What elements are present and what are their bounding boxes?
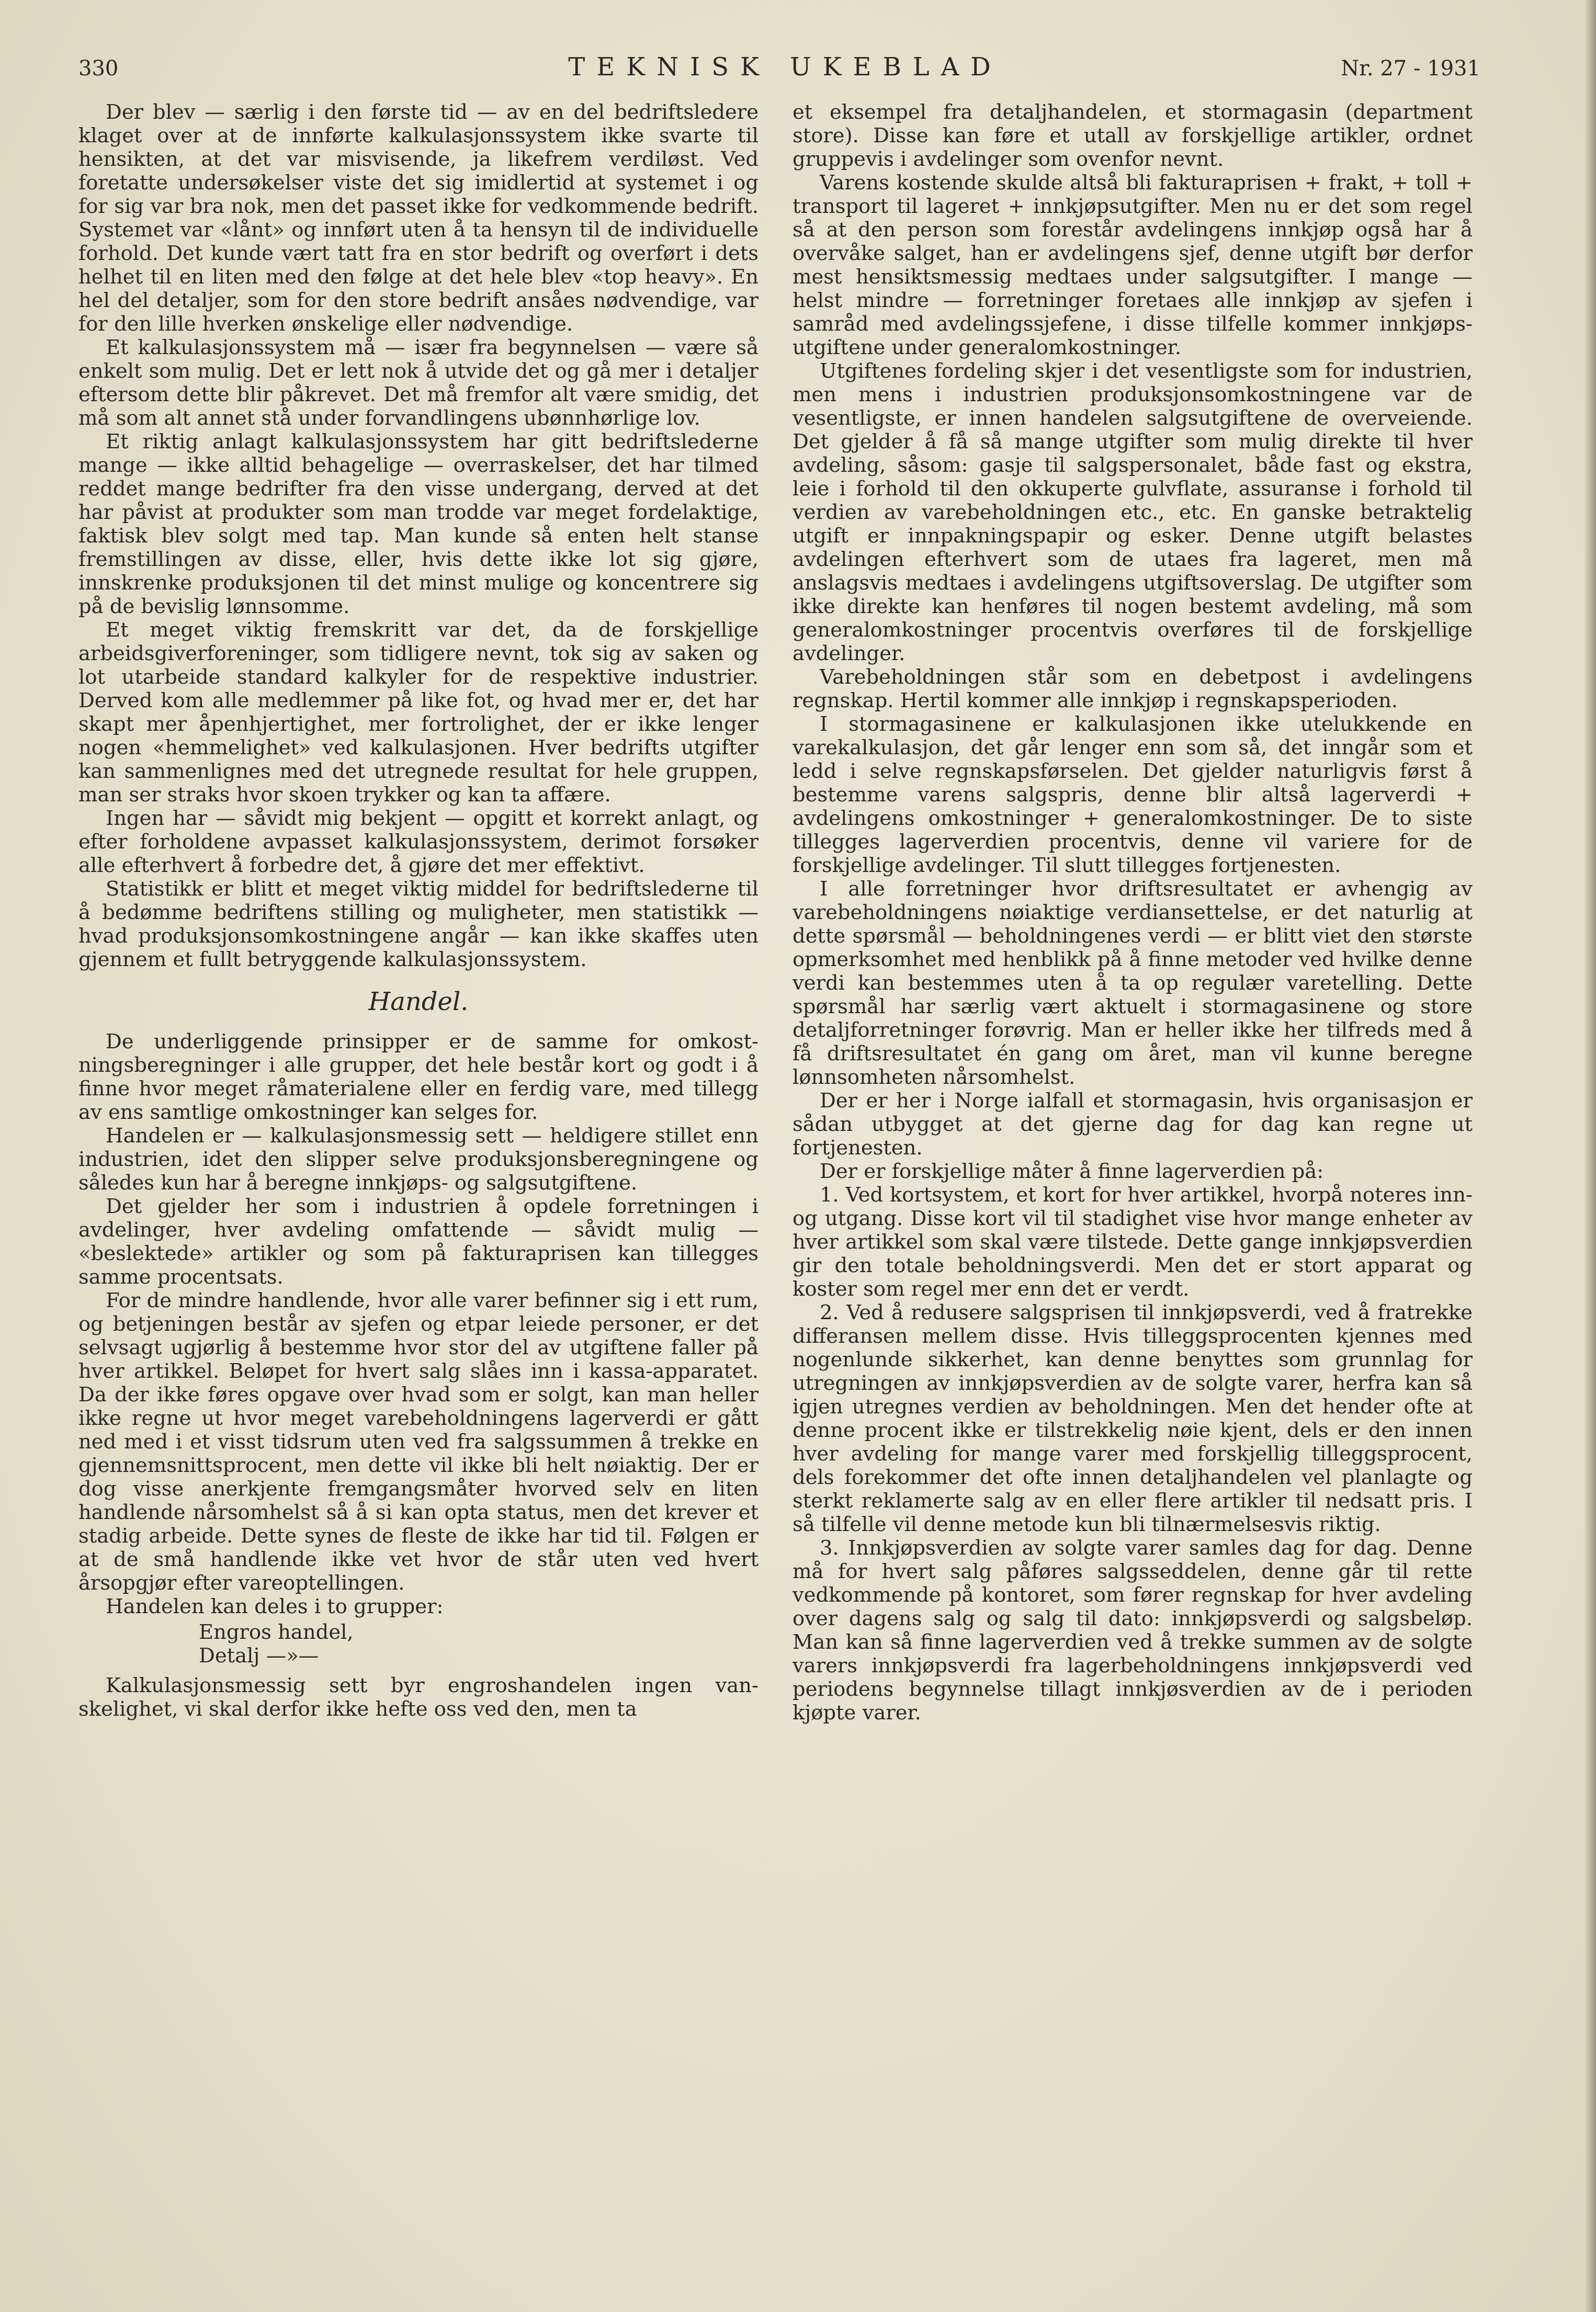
paragraph: De underliggende prinsipper er de samme for omkostningsberegninger i alle grupper, det hele består kort og godt i å finne hvor meget råmaterialene eller en ferdig vare, med tillegg av ens samtlige omkostninger kan selges for. <box>78 1030 759 1124</box>
paragraph: Kalkulasjonsmessig sett byr engroshandelen ingen vanskelighet, vi skal derfor ikke hefte oss ved den, men ta <box>78 1674 759 1721</box>
journal-title: TEKNISK UKEBLAD <box>568 52 1002 82</box>
paragraph: Ingen har — såvidt mig bekjent — opgitt et korrekt anlagt, og efter forholdene avpasset kalkulasjonssystem, derimot forsøker alle efterhvert å forbedre det, å gjøre det mer effektivt. <box>78 807 759 877</box>
paragraph: I alle forretninger hvor driftsresultatet er avhengig av varebeholdningens nøiaktige verdiansettelse, er det naturlig at dette spørsmål — beholdningenes verdi — er blitt viet den største opmerksomhet med henblikk på å finne metoder ved hvilke denne verdi kan bestemmes uten å ta op regulær varetelling. Dette spørsmål har særlig vært aktuelt i stormagasinene og store detaljforretninger forøvrig. Man er heller ikke her tilfreds med å få driftsresultatet én gang om året, man vil kunne beregne lønnsomheten nårsomhelst. <box>793 877 1473 1089</box>
paragraph: Det gjelder her som i industrien å opdele forretningen i avdelinger, hver avdeling omfattende — såvidt mulig — «beslektede» artikler og som på fakturaprisen kan tillegges samme procentsats. <box>78 1195 759 1289</box>
list-item: 2. Ved å redusere salgsprisen til innkjøpsverdi, ved å fratrekke differansen mellem disse. Hvis tilleggsprocenten kjennes med nogenlunde sikkerhet, kan denne benyttes som grunnlag for utregningen av innkjøpsverdien av de solgte varer, herfra kan så igjen utregnes verdien av beholdningen. Men det hender ofte at denne procent ikke er tilstrekkelig nøie kjent, dels er den innen hver avdeling for mange varer med forskjellig tilleggsprocent, dels forekommer det ofte innen detaljhandelen vel planlagte og sterkt reklamerte salg av en eller flere artikler til nedsatt pris. I så tilfelle vil denne metode kun bli tilnærmelsesvis riktig. <box>793 1301 1473 1536</box>
paragraph: Varens kostende skulde altså bli fakturaprisen + frakt, + toll + transport til lageret + innkjøpsutgifter. Men nu er det som regel så at den person som forestår avdelingens innkjøp også har å overvåke salget, han er avdelingens sjef, denne utgift bør derfor mest hensiktsmessig medtaes under salgsutgifter. I mange — helst mindre — forretninger foretaes alle innkjøp av sjefen i samråd med avdelingssjefene, i disse tilfelle kommer innkjøpsutgiftene under generalomkostninger. <box>793 171 1473 359</box>
group-item: Engros handel, <box>199 1620 354 1644</box>
group-list <box>78 1620 759 1668</box>
paragraph: Et kalkulasjonssystem må — især fra begynnelsen — være så enkelt som mulig. Det er lett nok å utvide det og gå mer i detaljer eftersom dette blir påkrevet. Det må fremfor alt være smidig, det må som alt annet stå under forvandlingens ubønnhørlige lov. <box>78 336 759 430</box>
page-number: 330 <box>78 56 119 81</box>
paragraph: Handelen er — kalkulasjonsmessig sett — heldigere stillet enn industrien, idet den slipper selve produksjonsberegningene og således kun har å beregne innkjøps- og salgsutgiftene. <box>78 1124 759 1195</box>
paragraph: Der er forskjellige måter å finne lagerverdien på: <box>820 1160 1324 1183</box>
paragraph: Et meget viktig fremskritt var det, da de forskjellige arbeidsgiverforeninger, som tidligere nevnt, tok sig av saken og lot utarbeide standard kalkyler for de respektive industrier. Derved kom alle medlemmer på like fot, og hvad mer er, det har skapt mer åpenhjertighet, mer fortrolighet, der er ikke lenger nogen «hemmelighet» ved kalkulasjonen. Hver bedrifts utgifter kan sammenlignes med det utregnede resultat for hele gruppen, man ser straks hvor skoen trykker og kan ta affære. <box>78 618 759 807</box>
list-item: 1. Ved kortsystem, et kort for hver artikkel, hvorpå noteres inn- og utgang. Disse kort vil til stadighet vise hvor mange enheter av hver artikkel som skal være tilstede. Dette gange innkjøpsverdien gir den totale beholdningsverdi. Men det er stort apparat og koster som regel mer enn det er verdt. <box>793 1183 1473 1301</box>
paragraph: Varebeholdningen står som en debetpost i avdelingens regnskap. Hertil kommer alle innkjøp i regnskapsperioden. <box>793 665 1473 712</box>
paragraph: et eksempel fra detaljhandelen, et stormagasin (department store). Disse kan føre et utall av forskjellige artikler, ordnet gruppevis i avdelinger som ovenfor nevnt. <box>793 100 1473 171</box>
paragraph: Der blev — særlig i den første tid — av en del bedriftsledere klaget over at de innførte kalkulasjonssystem ikke svarte til hensikten, at det var misvisende, ja likefrem verdiløst. Ved foretatte undersøkelser viste det sig imidlertid at systemet i og for sig var bra nok, men det passet ikke for vedkommende bedrift. Systemet var «lånt» og innført uten å ta hensyn til de individuelle forhold. Det kunde vært tatt fra en stor bedrift og overført i dets helhet til en liten med den følge at det hele blev «top heavy». En hel del detaljer, som for den store bedrift ansåes nødvendige, var for den lille hverken ønskelige eller nødvendige. <box>78 100 759 336</box>
paragraph: Statistikk er blitt et meget viktig middel for bedriftslederne til å bedømme bedriftens stilling og muligheter, men statistikk — hvad produksjonsomkostningene angår — kan ikke skaffes uten gjennem et fullt betryggende kalkulasjonssystem. <box>78 877 759 971</box>
paragraph: Der er her i Norge ialfall et stormagasin, hvis organisasjon er sådan utbygget at det gjerne dag for dag kan regne ut fortjenesten. <box>793 1089 1473 1160</box>
list-item: 3. Innkjøpsverdien av solgte varer samles dag for dag. Denne må for hvert salg påføres salgsseddelen, denne går til rette vedkommende på kontoret, som fører regnskap for hver avdeling over dagens salg og salg til dato: innkjøpsverdi og salgsbeløp. Man kan så finne lagerverdien ved å trekke summen av de solgte varers innkjøpsverdi fra lagerbeholdningens innkjøpsverdi ved periodens begynnelse tillagt innkjøsverdien av de i perioden kjøpte varer. <box>793 1536 1473 1725</box>
paragraph: Utgiftenes fordeling skjer i det vesentligste som for industrien, men mens i industrien produksjonsomkostningene var de vesentligste, er innen handelen salgsutgiftene de overveiende. Det gjelder å få så mange utgifter som mulig direkte til hver avdeling, såsom: gasje til salgspersonalet, både fast og ekstra, leie i forhold til den okkuperte gulvflate, assuranse i forhold til verdien av varebeholdningen etc., etc. En ganske betraktelig utgift er innpakningspapir og esker. Denne utgift belastes avdelingen efterhvert som de utaes fra lageret, men må anslagsvis medtaes i avdelingens utgiftsoverslag. De utgifter som ikke direkte kan henføres til nogen bestemt avdeling, må som generalomkostninger procentvis overføres til de forskjellige avdelinger. <box>793 359 1473 665</box>
paragraph: For de mindre handlende, hvor alle varer befinner sig i ett rum, og betjeningen består av sjefen og etpar leiede personer, er det selvsagt ugjørlig å bestemme hvor stor del av utgiftene faller på hver artikkel. Beløpet for hvert salg slåes inn i kassa-apparatet. Da der ikke føres opgave over hvad som er solgt, kan man heller ikke regne ut hvor meget varebeholdningens lagerverdi er gått ned med i et visst tidsrum uten ved fra salgssummen å trekke en gjennemsnittsprocent, men dette vil ikke bli helt nøiaktig. Der er dog visse anerkjente fremgangsmåter hvorved selv en liten handlende nårsomhelst så å si kan opta status, men det krever et stadig arbeide. Dette synes de fleste de ikke har tid til. Følgen er at de små handlende ikke vet hvor de står uten ved hvert årsopgjør efter vareoptellingen. <box>78 1289 759 1595</box>
page-header <box>78 52 1480 94</box>
paragraph: Et riktig anlagt kalkulasjonssystem har gitt bedriftslederne mange — ikke alltid behagelige — overraskelser, det har tilmed reddet mange bedrifter fra den visse undergang, derved at det har påvist at produkter som man trodde var meget fordelaktige, faktisk blev solgt med tap. Man kunde så enten helt stanse fremstillingen av disse, eller, hvis dette ikke lot sig gjøre, innskrenke produksjonen til det minst mulige og koncentrere sig på de bevislig lønnsomme. <box>78 430 759 618</box>
right-column <box>793 100 1473 2266</box>
page-edge <box>1584 0 1596 2312</box>
section-heading: Handel. <box>368 987 469 1016</box>
paragraph: I stormagasinene er kalkulasjonen ikke utelukkende en varekalkulasjon, det går lenger enn som så, det inngår som et ledd i selve regnskapsførselen. Det gjelder naturligvis først å bestemme varens salgspris, denne blir altså lagerverdi + avdelingens omkostninger + generalomkostninger. De to siste tillegges lagerverdien procentvis, denne vil variere for de forskjellige avdelinger. Til slutt tillegges fortjenesten. <box>793 712 1473 877</box>
group-item: Detalj —»— <box>199 1644 319 1668</box>
paragraph: Handelen kan deles i to grupper: <box>106 1595 444 1618</box>
issue-number: Nr. 27 - 1931 <box>1341 56 1480 81</box>
left-column <box>78 100 759 2266</box>
